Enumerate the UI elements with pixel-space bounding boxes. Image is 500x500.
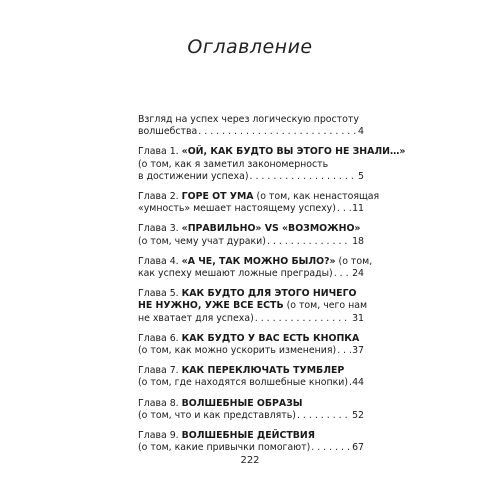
toc-entry-text: (о том, где находятся волшебные кнопки) xyxy=(138,377,349,389)
chapter-label: Глава 1. xyxy=(138,146,182,158)
toc-page-number: 24 xyxy=(352,268,364,280)
toc-entry-heading-line xyxy=(138,255,373,268)
chapter-title: «ПРАВИЛЬНО» VS «ВОЗМОЖНО» xyxy=(181,223,361,235)
dot-leader xyxy=(198,126,357,138)
toc-entry-heading-line xyxy=(138,365,364,377)
toc-entry-intro xyxy=(138,114,364,138)
chapter-description: (о том, чего нам xyxy=(283,300,368,312)
chapter-title: ГОРЕ ОТ УМА xyxy=(181,191,254,203)
toc-page-number: 52 xyxy=(352,409,364,421)
dot-leader xyxy=(255,313,351,325)
toc-entry-leader-line xyxy=(138,268,364,280)
dot-leader xyxy=(297,410,351,422)
chapter-title: ВОЛШЕБНЫЕ ОБРАЗЫ xyxy=(181,397,303,409)
chapter-title: КАК БУДТО У ВАС ЕСТЬ КНОПКА xyxy=(181,332,360,344)
toc-entry-leader-line xyxy=(138,171,364,183)
toc-page-number: 5 xyxy=(358,170,364,182)
toc-entry-text: (о том, что и как представлять) xyxy=(138,409,296,421)
chapter-label: Глава 3. xyxy=(138,223,182,235)
toc-entry-heading-line xyxy=(138,333,364,345)
toc-entry-text: в достижении успеха) xyxy=(138,170,249,182)
toc-page-number: 44 xyxy=(352,377,364,389)
chapter-title: ВОЛШЕБНЫЕ ДЕЙСТВИЯ xyxy=(181,430,315,442)
toc-entry-text: волшебства xyxy=(138,126,198,138)
chapter-description: (о том, xyxy=(335,255,373,267)
table-of-contents xyxy=(138,114,406,462)
toc-entry-leader-line xyxy=(138,410,364,422)
toc-page-number: 67 xyxy=(352,442,364,454)
dot-leader xyxy=(250,171,358,183)
toc-entry-heading-line xyxy=(138,300,368,312)
toc-entry-chapter-7 xyxy=(138,365,364,389)
toc-entry-chapter-2 xyxy=(138,191,380,215)
toc-entry-line: (о том, как я заметил закономерность xyxy=(138,158,329,170)
chapter-title: КАК ПЕРЕКЛЮЧАТЬ ТУМБЛЕР xyxy=(181,365,345,377)
chapter-label: Глава 4. xyxy=(138,255,182,267)
toc-entry-text: как успеху мешают ложные преграды) xyxy=(138,268,333,280)
toc-entry-heading-line xyxy=(138,398,364,410)
toc-entry-chapter-8 xyxy=(138,398,364,422)
toc-entry-chapter-3 xyxy=(138,223,364,247)
toc-page-number: 11 xyxy=(352,203,364,215)
page-title: Оглавление xyxy=(187,36,313,58)
chapter-label: Глава 9. xyxy=(138,430,182,442)
toc-entry-heading-line xyxy=(138,288,364,300)
dot-leader xyxy=(337,345,351,357)
toc-entry-chapter-4 xyxy=(138,255,373,280)
toc-entry-leader-line xyxy=(138,442,364,454)
dot-leader xyxy=(334,268,351,280)
chapter-title: «ОЙ, КАК БУДТО ВЫ ЭТОГО НЕ ЗНАЛИ…» xyxy=(181,146,406,158)
toc-entry-heading-line xyxy=(138,223,364,235)
toc-entry-heading-line xyxy=(138,146,406,158)
chapter-title: «А ЧЕ, ТАК МОЖНО БЫЛО?» xyxy=(181,255,336,267)
chapter-description: (о том, как ненастоящая xyxy=(253,191,380,203)
dot-leader xyxy=(267,236,351,248)
dot-leader xyxy=(311,442,351,454)
toc-entry-text: (о том, как можно ускорить изменения) xyxy=(138,345,337,357)
chapter-label: Глава 2. xyxy=(138,191,182,203)
chapter-title: КАК БУДТО ДЛЯ ЭТОГО НИЧЕГО xyxy=(181,288,357,300)
toc-entry-text: (о том, чему учат дураки) xyxy=(138,235,266,247)
toc-entry-chapter-6 xyxy=(138,333,364,357)
toc-entry-leader-line xyxy=(138,203,364,215)
chapter-label: Глава 5. xyxy=(138,288,182,300)
toc-entry-leader-line xyxy=(138,345,364,357)
page-number: 222 xyxy=(240,455,260,466)
toc-entry-heading-line xyxy=(138,430,364,442)
toc-entry-text: «умность» мешает настоящему успеху) xyxy=(138,203,336,215)
chapter-label: Глава 6. xyxy=(138,332,182,344)
toc-entry-leader-line xyxy=(138,313,364,325)
toc-page-number: 18 xyxy=(352,235,364,247)
toc-entry-text: не хватает для успеха) xyxy=(138,312,254,324)
toc-entry-leader-line xyxy=(138,236,364,248)
toc-entry-chapter-1 xyxy=(138,146,406,183)
chapter-label: Глава 8. xyxy=(138,397,182,409)
toc-entry-leader-line xyxy=(138,377,364,389)
toc-entry-chapter-5 xyxy=(138,288,368,325)
toc-entry-leader-line xyxy=(138,126,364,138)
dot-leader xyxy=(349,377,351,389)
dot-leader xyxy=(337,203,351,215)
toc-entry-line: Взгляд на успех через логическую простоту xyxy=(138,114,359,125)
chapter-label: Глава 7. xyxy=(138,365,182,377)
toc-entry-heading-line xyxy=(138,191,380,203)
toc-page-number: 4 xyxy=(358,126,364,138)
chapter-title: НЕ НУЖНО, УЖЕ ВСЕ ЕСТЬ xyxy=(138,300,284,312)
toc-entry-chapter-9 xyxy=(138,430,364,454)
toc-entry-text: (о том, какие привычки помогают) xyxy=(138,442,311,454)
toc-page-number: 37 xyxy=(352,345,364,357)
toc-page-number: 31 xyxy=(352,312,364,324)
